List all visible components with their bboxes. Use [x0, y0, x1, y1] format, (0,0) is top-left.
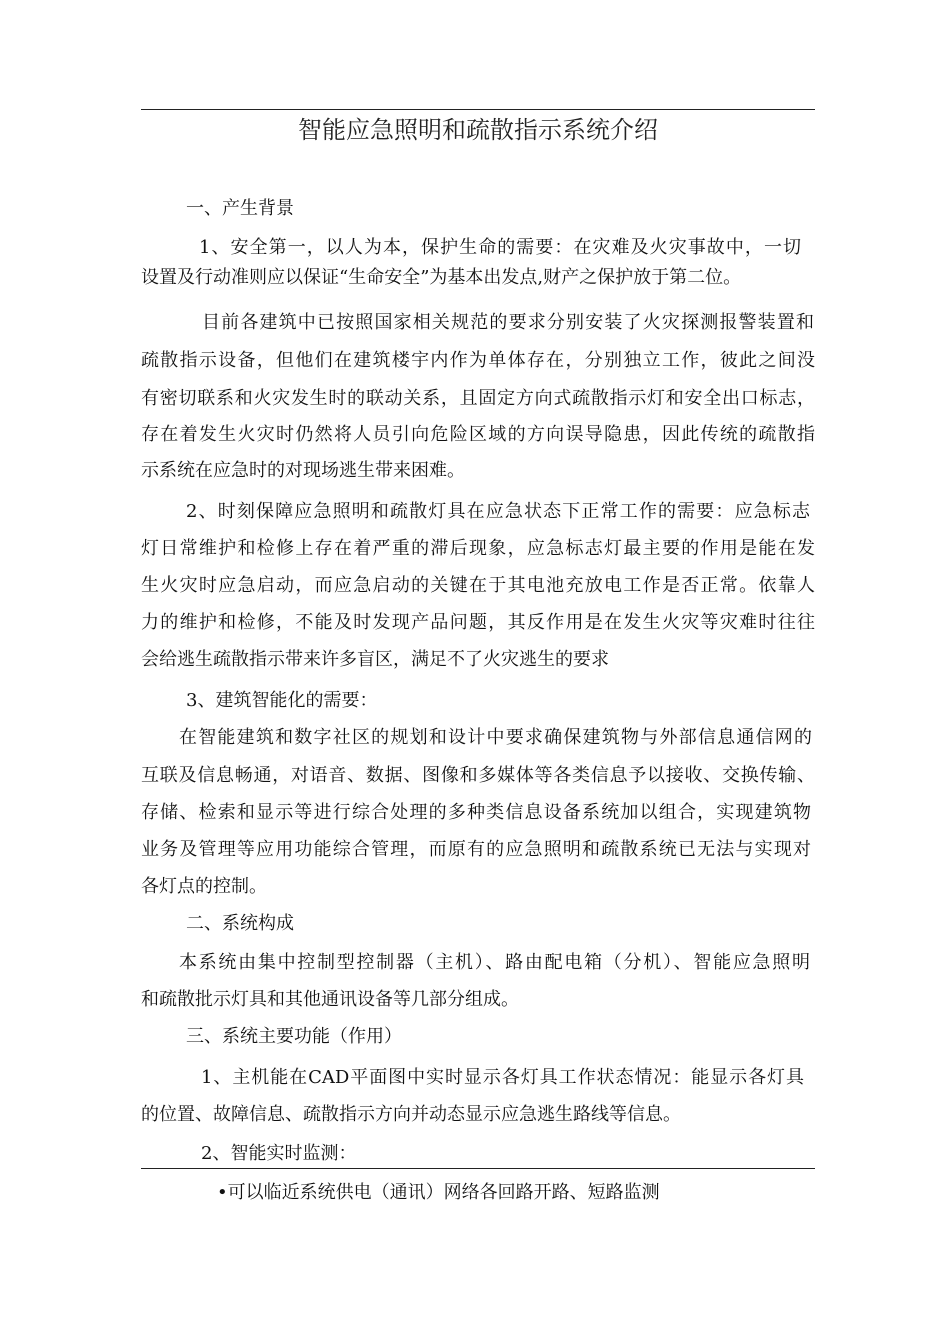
top-rule [141, 109, 815, 110]
paragraph-line: 示系统在应急时的对现场逃生带来困难。 [141, 460, 465, 481]
paragraph-line: 生火灾时应急启动，而应急启动的关键在于其电池充放电工作是否正常。依靠人 [141, 575, 815, 596]
paragraph-line: 存在着发生火灾时仍然将人员引向危险区域的方向误导隐患，因此传统的疏散指 [141, 424, 815, 445]
paragraph-line: 互联及信息畅通，对语音、数据、图像和多媒体等各类信息予以接收、交换传输、 [141, 765, 815, 786]
subsection-heading: 2、智能实时监测： [201, 1143, 357, 1164]
paragraph-line: 1、安全第一，以人为本，保护生命的需要：在灾难及火灾事故中，一切 [199, 237, 801, 258]
subsection-heading: 3、建筑智能化的需要： [186, 690, 378, 711]
section-heading: 二、系统构成 [186, 913, 294, 934]
section-heading: 一、产生背景 [186, 198, 294, 219]
paragraph-line: 2、时刻保障应急照明和疏散灯具在应急状态下正常工作的需要：应急标志 [186, 501, 810, 522]
paragraph-line: 在智能建筑和数字社区的规划和设计中要求确保建筑物与外部信息通信网的 [179, 727, 812, 748]
paragraph-line: 设置及行动准则应以保证“生命安全”为基本出发点,财产之保护放于第二位。 [141, 267, 742, 288]
paragraph-line: 的位置、故障信息、疏散指示方向并动态显示应急逃生路线等信息。 [141, 1104, 681, 1125]
paragraph-line: 力的维护和检修，不能及时发现产品问题，其反作用是在发生火灾等灾难时往往 [141, 612, 815, 633]
divider-rule [141, 1168, 815, 1169]
paragraph-line: 1、主机能在CAD平面图中实时显示各灯具工作状态情况：能显示各灯具 [201, 1067, 804, 1088]
paragraph-line: 灯日常维护和检修上存在着严重的滞后现象，应急标志灯最主要的作用是能在发 [141, 538, 815, 559]
paragraph-line: 各灯点的控制。 [141, 876, 267, 897]
paragraph-line: 有密切联系和火灾发生时的联动关系，且固定方向式疏散指示灯和安全出口标志， [141, 388, 815, 409]
paragraph-line: 目前各建筑中已按照国家相关规范的要求分别安装了火灾探测报警装置和 [202, 312, 814, 333]
section-heading: 三、系统主要功能（作用） [186, 1026, 402, 1047]
bullet-item: •可以临近系统供电（通讯）网络各回路开路、短路监测 [217, 1182, 660, 1203]
paragraph-line: 会给逃生疏散指示带来许多盲区，满足不了火灾逃生的要求 [141, 649, 609, 670]
paragraph-line: 本系统由集中控制型控制器（主机）、路由配电箱（分机）、智能应急照明 [179, 952, 810, 973]
page-title: 智能应急照明和疏散指示系统介绍 [298, 116, 658, 144]
paragraph-line: 和疏散批示灯具和其他通讯设备等几部分组成。 [141, 989, 519, 1010]
paragraph-line: 存储、检索和显示等进行综合处理的多种类信息设备系统加以组合，实现建筑物 [141, 802, 811, 823]
paragraph-line: 业务及管理等应用功能综合管理，而原有的应急照明和疏散系统已无法与实现对 [141, 839, 811, 860]
paragraph-line: 疏散指示设备，但他们在建筑楼宇内作为单体存在，分别独立工作，彼此之间没 [141, 350, 815, 371]
